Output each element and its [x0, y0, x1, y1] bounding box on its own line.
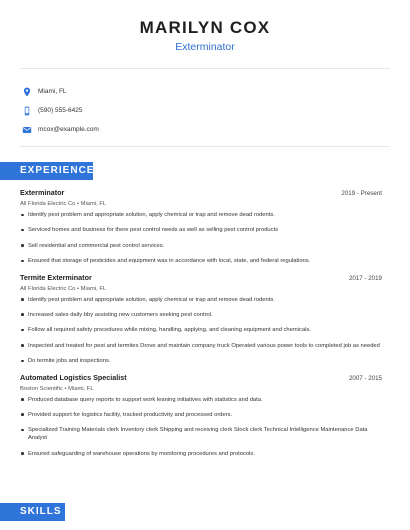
job-entry	[20, 188, 382, 265]
bullet-item: Do termite jobs and inspections.	[20, 357, 382, 365]
location-pin-icon	[20, 85, 34, 99]
job-dates: 2017 - 2019	[348, 274, 382, 282]
contact-info	[20, 82, 99, 139]
job-title: Exterminator	[20, 188, 65, 197]
phone-icon	[20, 104, 34, 118]
experience-section	[20, 188, 382, 465]
candidate-name: MARILYN COX	[139, 18, 271, 37]
email-icon	[20, 123, 34, 137]
job-title-heading: Exterminator	[175, 41, 235, 53]
bullet-item: Identify pest problem and appropriate solution, apply chemical or trap and remove dead rodents.	[20, 296, 382, 304]
bullet-item: Follow all required safety procedures while mixing, handling, applying, and cleaning equipment and chemicals.	[20, 326, 382, 334]
bullet-item: Provided support for logistics facility, tracked productivity and processed orders.	[20, 411, 382, 419]
job-entry	[20, 373, 382, 458]
bullet-item: Increased sales daily bby assisting new customers seeking pest control.	[20, 311, 382, 319]
experience-section-header: EXPERIENCE	[0, 162, 93, 180]
resume-header	[0, 0, 410, 54]
contact-email-text: mcox@example.com	[38, 126, 99, 133]
job-title: Automated Logistics Specialist	[20, 372, 127, 382]
bullet-item: Identify pest problem and appropriate solution, apply chemical or trap and remove dead rodents.	[20, 211, 382, 219]
contact-location-text: Miami, FL	[38, 88, 67, 95]
job-dates: 2019 - Present	[341, 190, 382, 197]
job-company: All Florida Electric Co • Miami, FL	[20, 201, 107, 207]
bullet-item: Inspected and treated for pest and termites Drove and maintain company truck Operated various power tools to completed job as needed	[20, 342, 382, 350]
job-bullets	[20, 396, 382, 458]
header-divider	[20, 68, 390, 69]
job-bullets	[20, 211, 382, 265]
job-entry	[20, 273, 382, 366]
contact-phone	[20, 101, 99, 120]
bullet-item: Ensured that storage of pesticides and equipment was in accordance with local, state, and federal regulations.	[20, 257, 382, 265]
contact-email	[20, 120, 99, 139]
job-company: Boston Scientific • Miami, FL	[20, 385, 94, 392]
job-dates: 2007 - 2015	[348, 374, 382, 382]
contact-phone-text: (590) 555-6425	[38, 107, 83, 114]
contact-location	[20, 82, 99, 101]
bullet-item: Ensured safeguarding of warehouse operations by monitoring procedures and protocols.	[20, 450, 382, 458]
bullet-item: Produced database query reports to support work leaning initiatives with statistics and data.	[20, 396, 382, 404]
bullet-item: Sell residential and commercial pest control services.	[20, 242, 382, 250]
contact-divider	[20, 146, 390, 147]
skills-section-header: SKILLS	[0, 503, 65, 521]
job-company: All Florida Electric Co • Miami, FL	[20, 285, 107, 292]
job-title: Termite Exterminator	[20, 272, 92, 282]
bullet-item: Specialized Training Materials clerk Inventory clerk Shipping and receiving clerk Stock clerk Technical Intelligence Maintenance Data Analyst	[20, 426, 382, 442]
job-bullets	[20, 296, 382, 366]
bullet-item: Serviced homes and business for there pest control needs as well as selling pest control products	[20, 226, 382, 234]
